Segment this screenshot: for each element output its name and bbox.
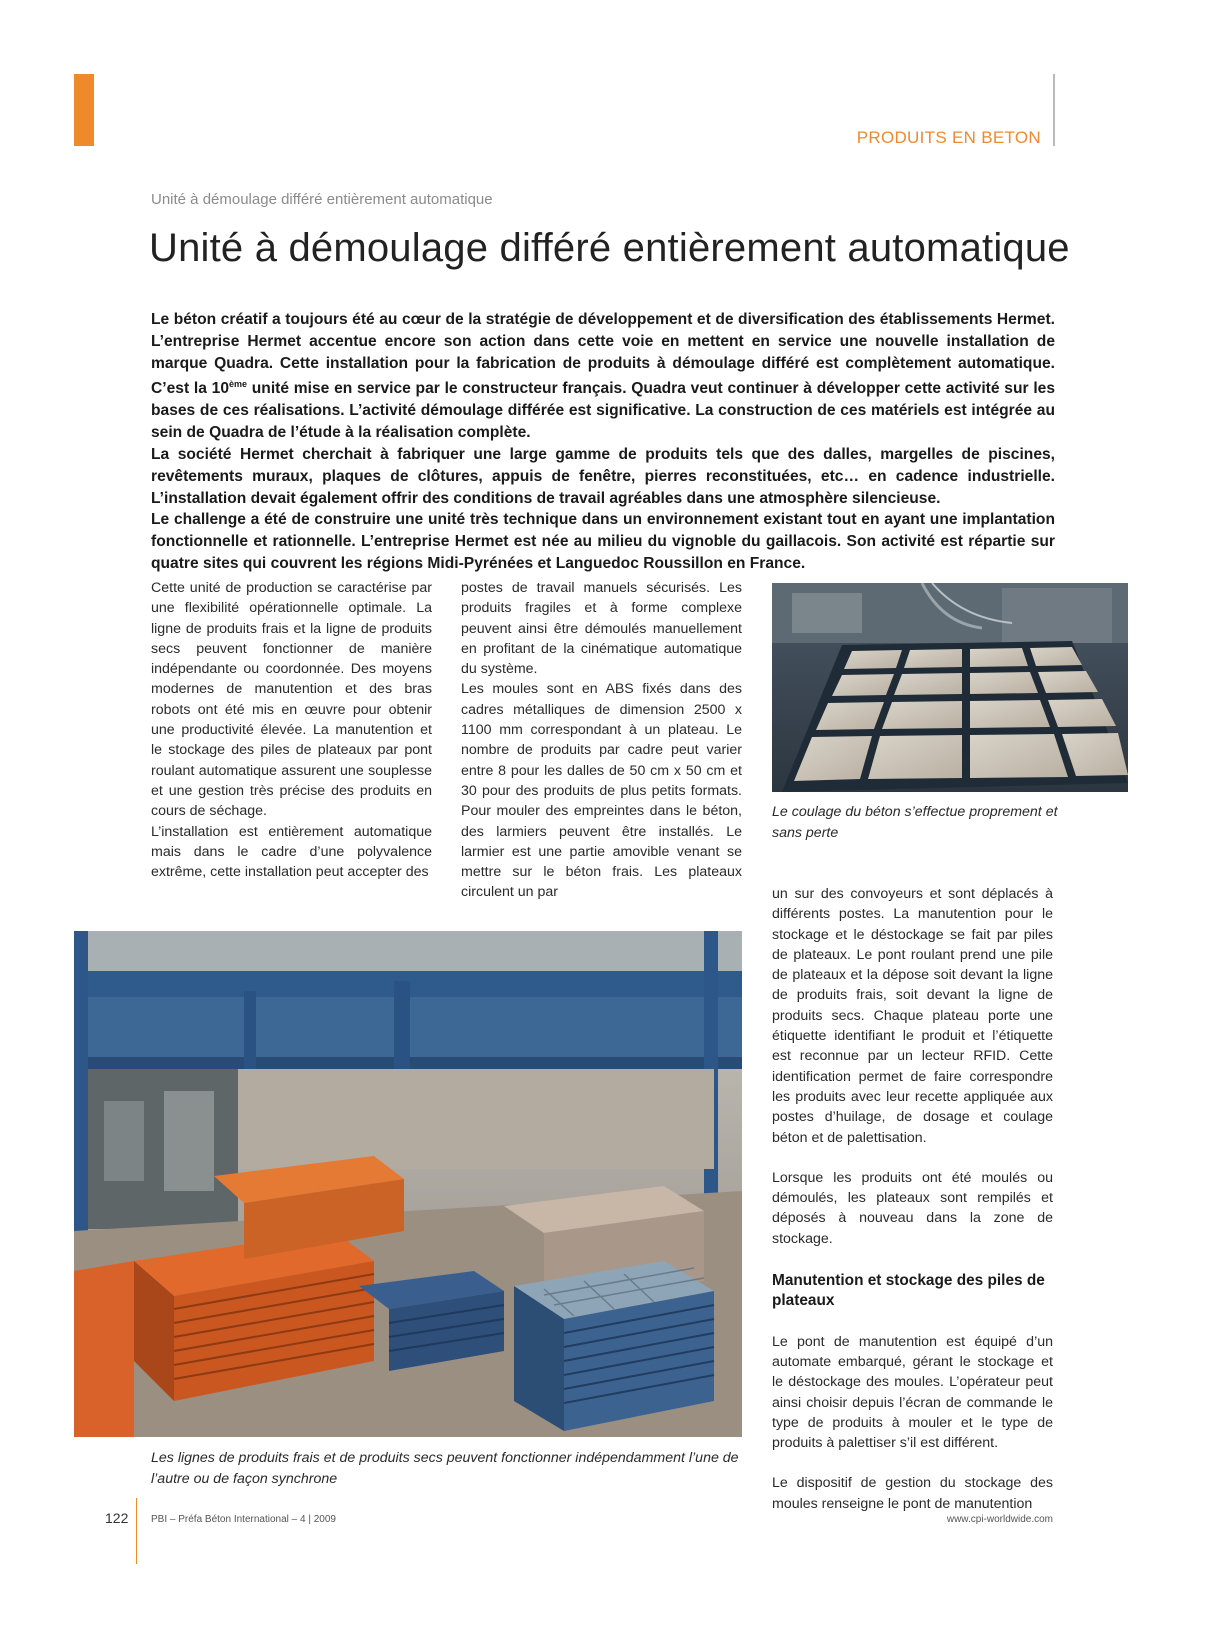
footer-url: www.cpi-worldwide.com xyxy=(946,1514,1053,1525)
body-paragraph: Les moules sont en ABS fixés dans des cadres métalliques de dimension 2500 x 1100 mm correspondant à un plateau. Le nombre de produits par cadre peut varier entre 8 pour les dalles de 50 cm x 50 cm et 30 pour des produits de plus petits formats. Pour mouler des empreintes dans le béton, des larmiers peuvent être installés. Le larmier est une partie amovible venant se mettre sur le béton frais. Les plateaux circulent un par xyxy=(461,681,742,901)
body-paragraph: postes de travail manuels sécurisés. Les produits fragiles et à forme complexe peuvent ainsi être démoulés manuellement en profitant de la cinématique automatique du système. xyxy=(461,580,742,678)
page-number: 122 xyxy=(105,1510,129,1526)
lead-paragraph-1 xyxy=(151,309,1055,444)
section-color-bar xyxy=(74,74,94,146)
body-paragraph: Cette unité de production se caractérise par une flexibilité opérationnelle optimale. La ligne de produits frais et la ligne de produits secs peuvent fonctionner de manière indépendante ou coordonnée. Des moyens modernes de manutention et des bras robots ont été mis en œuvre pour obtenir une productivité élevée. La manutention et le stockage des piles de plateaux par pont roulant automatique assurent une souplesse et une gestion très précise des produits en cours de séchage. xyxy=(151,580,432,820)
factory-storage-photo xyxy=(74,931,742,1437)
concrete-casting-illustration xyxy=(772,583,1128,792)
article-lead xyxy=(151,309,1055,575)
article-title: Unité à démoulage différé entièrement automatique xyxy=(149,226,1070,270)
lead-paragraph-3: Le challenge a été de construire une unité très technique dans un environnement existant tout en ayant une implantation fonctionnelle et rationnelle. L’entreprise Hermet est née au milieu du vignoble du gaillacois. Son activité est répartie sur quatre sites qui couvrent les régions Midi-Pyrénées et Languedoc Roussillon en France. xyxy=(151,511,1055,572)
lead-text: unité mise en service par le constructeur français. Quadra veut continuer à développer cette activité sur les bases de ces réalisations. L’activité démoulage différée est significative. La construction de ces matériels est intégrée au sein de Quadra de l’étude à la réalisation complète. xyxy=(151,380,1055,442)
body-paragraph: Lorsque les produits ont été moulés ou démoulés, les plateaux sont rempilés et déposés à nouveau dans la zone de stockage. xyxy=(772,1169,1053,1247)
body-column-2 xyxy=(461,578,742,903)
body-paragraph: un sur des convoyeurs et sont déplacés à différents postes. La manutention pour le stockage et le déstockage se fait par piles de plateaux. Le pont roulant prend une pile de plateaux et la dépose soit devant la ligne de produits frais, soit devant la ligne de produits secs. Chaque plateau porte une étiquette identifiant le produit et l’étiquette est reconnue par un lecteur RFID. Cette identification permet de faire correspondre les produits avec leur recette appliquée aux postes d’huilage, de dosage et coulage béton et de palettisation. xyxy=(772,886,1053,1146)
article-kicker: Unité à démoulage différé entièrement automatique xyxy=(151,191,493,208)
lead-text: Le béton créatif a toujours été au cœur de la stratégie de développement et de diversification des établissements Hermet. L’entreprise Hermet accentue encore son action dans cette voie en mettent en service une nouvelle installation de marque Quadra. Cette installation pour la fabrication de produits à démoulage différé est complètement automatique. C’est la 10 xyxy=(151,311,1055,398)
body-column-3 xyxy=(772,884,1053,1514)
section-label: PRODUITS EN BETON xyxy=(856,128,1041,147)
body-paragraph: Le dispositif de gestion du stockage des moules renseigne le pont de manutention xyxy=(772,1475,1053,1512)
factory-storage-illustration xyxy=(74,931,742,1437)
publication-source: PBI – Préfa Béton International – 4 | 2009 xyxy=(151,1514,336,1525)
body-paragraph: L’installation est entièrement automatique mais dans le cadre d’une polyvalence extrême, cette installation peut accepter des xyxy=(151,823,432,881)
body-paragraph: Le pont de manutention est équipé d’un automate embarqué, gérant le stockage et le déstockage des moules. L’opérateur peut ainsi choisir depuis l’écran de commande le type de produits à mouler et le type de produits à palettiser s’il est différent. xyxy=(772,1333,1053,1452)
body-column-1 xyxy=(151,578,432,882)
photo-caption-top: Le coulage du béton s’effectue proprement et sans perte xyxy=(772,804,1058,841)
section-divider xyxy=(1053,74,1055,146)
concrete-casting-photo xyxy=(772,583,1128,792)
superscript: ème xyxy=(229,379,248,390)
photo-caption-main: Les lignes de produits frais et de produits secs peuvent fonctionner indépendamment l’une de l’autre ou de façon synchrone xyxy=(151,1450,739,1487)
lead-paragraph-2: La société Hermet cherchait à fabriquer une large gamme de produits tels que des dalles, margelles de piscines, revêtements muraux, plaques de clôtures, appuis de fenêtre, pierres reconstituées, etc… en cadence industrielle. L’installation devait également offrir des conditions de travail agréables dans une atmosphère silencieuse. xyxy=(151,445,1055,507)
subheading: Manutention et stockage des piles de plateaux xyxy=(772,1272,1045,1310)
footer-divider xyxy=(136,1498,137,1564)
